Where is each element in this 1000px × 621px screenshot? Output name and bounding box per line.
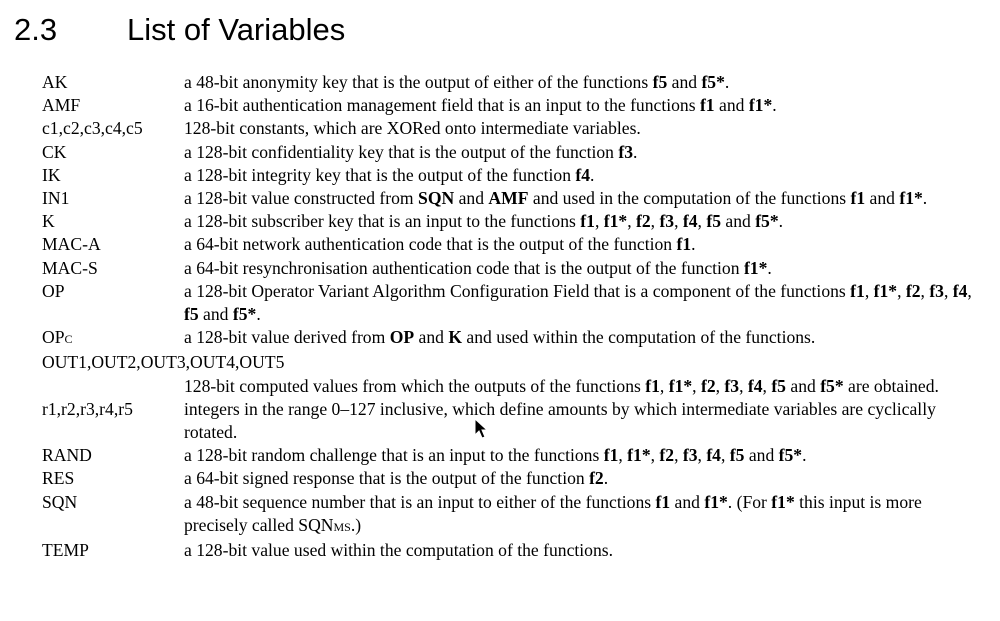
bold-term: f3 [659,211,675,232]
variable-term [42,280,184,326]
variable-description: a 128-bit value used within the computation of the functions. [184,540,614,561]
variable-description: a 128-bit value derived from OP and K and used within the computation of the functions. [184,327,816,348]
variable-description: a 128-bit confidentiality key that is the output of the function f3. [184,141,638,162]
variable-description: a 64-bit resynchronisation authentication code that is the output of the function f1*. [184,257,772,278]
mouse-pointer-icon [474,418,488,440]
bold-term: f5 [706,211,721,232]
variable-entry [42,164,982,187]
bold-term: f5* [755,211,779,232]
variable-term [42,257,184,280]
variable-term [42,164,184,187]
variable-term [42,233,184,256]
bold-term: f1* [668,375,693,396]
variable-entry [42,491,982,539]
variable-entry [42,233,982,256]
bold-term: OP [389,327,415,348]
bold-term: f3 [724,375,740,396]
bold-term: f1* [627,445,651,466]
bold-term: f1* [743,257,768,278]
variable-entry [42,539,982,562]
bold-term: f5* [701,72,725,92]
variable-description: a 16-bit authentication management field that is an input to the functions f1 and f1*. [184,95,777,116]
bold-term: f1 [850,280,865,301]
bold-term: f4 [952,280,968,301]
variable-description: a 128-bit subscriber key that is an input to the functions f1, f1*, f2, f3, f4, f5 and f5*. [184,211,784,232]
variable-term-text: K [42,211,55,232]
bold-term: f3 [929,280,944,301]
variable-entry [42,444,982,467]
variable-term-text: AK [42,72,68,92]
bold-term: f1 [580,211,595,232]
variable-term-text: r1,r2,r3,r4,r5 [42,398,133,419]
variable-term-subscript: C [64,332,73,347]
variable-term-text: SQN [42,491,78,512]
bold-term: f1 [655,491,671,512]
variable-term-text: RAND [42,445,92,466]
variable-term [42,491,184,539]
bold-term: f3 [682,445,698,466]
bold-term: SQN [418,188,455,209]
variable-term-text: OP [42,327,65,348]
variable-term-text: MAC-S [42,257,98,278]
subscript: MS [333,519,351,534]
variable-description: a 128-bit integrity key that is the output of the function f4. [184,164,595,185]
bold-term: f1* [899,188,923,209]
variable-term [42,210,184,233]
bold-term: f2 [659,445,675,466]
bold-term: f2 [589,468,604,489]
bold-term: f4 [747,375,763,396]
variable-entry [42,94,982,117]
bold-term: f1* [704,491,728,512]
bold-term: AMF [488,188,529,209]
bold-term: f1 [699,95,715,116]
variable-term-text: RES [42,468,75,489]
bold-term: f3 [618,141,634,162]
variable-term-text: c1,c2,c3,c4,c5 [42,118,143,139]
variable-entry [42,210,982,233]
variable-description: integers in the range 0–127 inclusive, which define amounts by which intermediate variables are cyclically rotated. [184,398,936,443]
variable-entry [42,398,982,444]
variable-description: a 128-bit value constructed from SQN and AMF and used in the computation of the functions f1 and f1*. [184,188,928,209]
variable-description: a 64-bit network authentication code that is the output of the function f1. [184,234,696,255]
bold-term: f5 [184,304,199,325]
variable-list [42,71,982,562]
bold-term: f4 [682,211,698,232]
variable-term: OUT1,OUT2,OUT3,OUT4,OUT5 [42,352,285,373]
variable-entry [42,326,982,351]
bold-term: f5* [232,304,257,325]
variable-entry [42,280,982,326]
section-heading [14,12,345,48]
variable-entry [42,257,982,280]
variable-term-text: TEMP [42,540,89,561]
variable-entry [42,117,982,140]
variable-description: a 48-bit anonymity key that is the output of either of the functions f5 and f5*. [184,72,730,92]
section-title: List of Variables [127,12,346,47]
variable-term [42,141,184,164]
variable-description: a 128-bit random challenge that is an input to the functions f1, f1*, f2, f3, f4, f5 and f5*. [184,445,807,466]
variable-term [42,94,184,117]
bold-term: f1 [676,234,692,255]
variable-term-text: IN1 [42,188,70,209]
variable-term [42,467,184,490]
variable-entry [42,187,982,210]
bold-term: f1* [873,280,898,301]
variable-description: 128-bit constants, which are XORed onto intermediate variables. [184,118,641,139]
variable-description: 128-bit computed values from which the outputs of the functions f1, f1*, f2, f3, f4, f5 and f5* are obtained. [184,375,939,396]
bold-term: f1 [850,188,866,209]
variable-term [42,444,184,467]
bold-term: f2 [700,375,716,396]
bold-term: f4 [575,164,591,185]
variable-term [42,187,184,210]
variable-description: a 48-bit sequence number that is an input to either of the functions f1 and f1*. (For f1* this input is more precisely called SQNMS.) [184,491,922,535]
bold-term: f5* [778,445,803,466]
bold-term: f2 [905,280,921,301]
variable-entry [42,141,982,164]
variable-term-text: CK [42,141,67,162]
variable-term-text: MAC-A [42,234,101,255]
bold-term: f1 [603,445,619,466]
bold-term: f5 [729,445,745,466]
variable-term [42,398,184,444]
variable-term [42,539,184,562]
bold-term: f2 [635,211,651,232]
variable-description: a 64-bit signed response that is the output of the function f2. [184,468,609,489]
variable-term [42,71,184,94]
bold-term: K [448,327,463,348]
bold-term: f1 [645,375,660,396]
bold-term: f1* [771,491,795,512]
section-number: 2.3 [14,12,58,47]
bold-term: f4 [706,445,721,466]
variable-term-text: OP [42,280,65,301]
bold-term: f1* [603,211,628,232]
bold-term: f5* [820,375,844,396]
variable-entry [42,71,982,94]
variable-term-text: AMF [42,95,81,116]
bold-term: f1* [748,95,773,116]
variable-term [42,117,184,140]
variable-entry [42,467,982,490]
variable-term [42,326,184,351]
bold-term: f5 [652,72,668,92]
variable-term-text: IK [42,164,61,185]
bold-term: f5 [771,375,786,396]
variable-description: a 128-bit Operator Variant Algorithm Configuration Field that is a component of the functions f1, f1*, f2, f3, f4, f5 and f5*. [184,280,972,325]
